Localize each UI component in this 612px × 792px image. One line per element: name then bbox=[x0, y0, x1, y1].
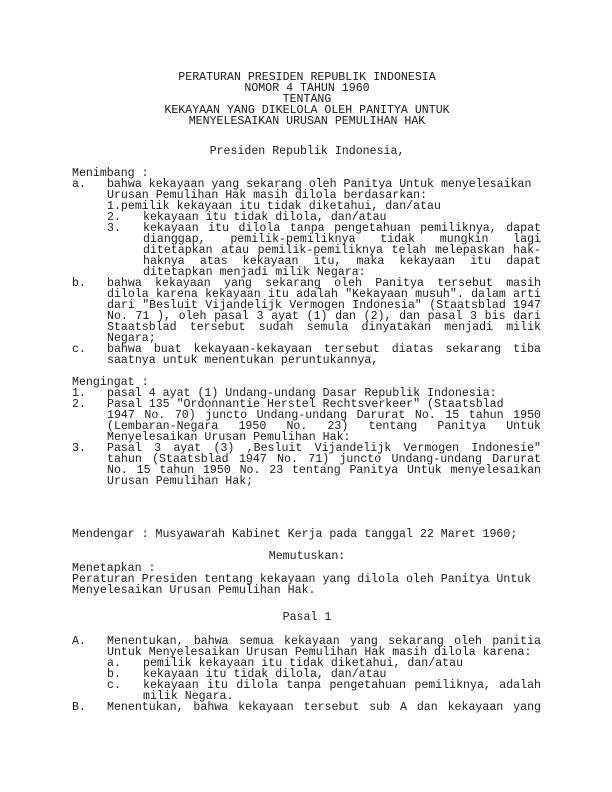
mengingat-heading: Mengingat : bbox=[72, 376, 149, 389]
pasal-1-A-sub-c-marker: c. bbox=[107, 679, 121, 692]
pasal-1-A-marker: A. bbox=[72, 635, 86, 648]
menimbang-b-line-6: Negara; bbox=[107, 332, 156, 345]
memutuskan-heading: Memutuskan: bbox=[268, 550, 346, 563]
menimbang-a-sub-1: 1.pemilik kekayaan itu tidak diketahui, dan/atau bbox=[107, 200, 441, 213]
mengingat-3-line-3: No. 15 tahun 1950 No. 23 tentang Panitya Untuk menyelesaikan bbox=[107, 464, 541, 477]
title-line-2: NOMOR 4 TAHUN 1960 bbox=[244, 82, 370, 95]
pasal-1-title: Pasal 1 bbox=[282, 611, 332, 624]
menimbang-b-line-5: Staatsblad tersebut sudah semula dinyatakan menjadi milik bbox=[107, 321, 541, 334]
menimbang-b-line-2: dilola karena kekayaan itu adalah "Kekayaan musuh". dalam arti bbox=[107, 288, 541, 301]
menimbang-a-sub-3-marker: 3. bbox=[107, 222, 121, 235]
title-line-5: MENYELESAIKAN URUSAN PEMULIHAN HAK bbox=[188, 115, 426, 128]
menimbang-heading: Menimbang : bbox=[72, 167, 149, 180]
menimbang-b-marker: b. bbox=[72, 277, 86, 290]
menetapkan-line-1: Peraturan Presiden tentang kekayaan yang dilola oleh Panitya Untuk bbox=[72, 573, 532, 586]
menimbang-a-sub-2: kekayaan itu tidak dilola, dan/atau bbox=[143, 211, 387, 224]
menimbang-a-sub-3-line-1: kekayaan itu dilola tanpa pengetahuan pemiliknya, dapat bbox=[143, 222, 541, 235]
issuer-line: Presiden Republik Indonesia, bbox=[209, 145, 405, 158]
mengingat-2-marker: 2. bbox=[72, 398, 86, 411]
title-line-1: PERATURAN PRESIDEN REPUBLIK INDONESIA bbox=[178, 71, 436, 84]
mengingat-2-line-2: 1947 No. 70) juncto Undang-undang Darurat No. 15 tahun 1950 bbox=[107, 409, 541, 422]
menimbang-b-line-4: No. 71 ), oleh pasal 3 ayat (1) dan (2), dan pasal 3 bis dari bbox=[107, 310, 541, 323]
title-line-4: KEKAYAAN YANG DIKELOLA OLEH PANITYA UNTUK bbox=[164, 104, 450, 117]
pasal-1-A-sub-b: kekayaan itu tidak dilola, dan/atau bbox=[143, 668, 387, 681]
pasal-1-A-sub-b-marker: b. bbox=[107, 668, 121, 681]
menimbang-a-line-1: bahwa kekayaan yang sekarang oleh Panitya Untuk menyelesaikan bbox=[107, 178, 532, 191]
menimbang-c-line-1: bahwa buat kekayaan-kekayaan tersebut diatas sekarang tiba bbox=[107, 343, 541, 356]
pasal-1-A-line-1: Menentukan, bahwa semua kekayaan yang sekarang oleh panitia bbox=[107, 635, 541, 648]
mengingat-1-line-1: pasal 4 ayat (1) Undang-undang Dasar Republik Indonesia: bbox=[107, 387, 497, 400]
pasal-1-A-sub-c-line-2: milik Negara. bbox=[143, 690, 234, 703]
menimbang-a-sub-3-line-4: haknya atas kekayaan itu, maka kekayaan itu dapat bbox=[143, 255, 541, 268]
mengingat-3-marker: 3. bbox=[72, 442, 86, 455]
menetapkan-line-2: Menyelesaikan Urusan Pemulihan Hak. bbox=[72, 584, 316, 597]
menetapkan-heading: Menetapkan : bbox=[72, 562, 156, 575]
pasal-1-A-sub-a: pemilik kekayaan itu tidak diketahui, dan/atau bbox=[143, 657, 464, 670]
pasal-1-B-line-1: Menentukan, bahwa kekayaan tersebut sub A dan kekayaan yang bbox=[107, 701, 541, 714]
menimbang-c-marker: c. bbox=[72, 343, 86, 356]
mengingat-2-line-1: Pasal 135 "Ordonnantie Herstel Rechtsverkeer" (Staatsblad bbox=[107, 398, 504, 411]
mendengar-line: Mendengar : Musyawarah Kabinet Kerja pada tanggal 22 Maret 1960; bbox=[72, 528, 518, 541]
mengingat-3-line-4: Urusan Pemulihan Hak; bbox=[107, 475, 254, 488]
menimbang-a-sub-2-marker: 2. bbox=[107, 211, 121, 224]
pasal-1-A-sub-a-marker: a. bbox=[107, 657, 121, 670]
pasal-1-A-line-2: Untuk Menyelesaikan Urusan Pemulihan Hak masih dilola karena: bbox=[107, 646, 532, 659]
mengingat-1-marker: 1. bbox=[72, 387, 86, 400]
menimbang-a-sub-3-line-3: ditetapkan atau pemilik-pemiliknya telah melepaskan hak- bbox=[143, 244, 541, 257]
mengingat-3-line-1: Pasal 3 ayat (3) ,Besluit Vijandelijk Vermogen Indonesie" bbox=[107, 442, 541, 455]
title-line-3: TENTANG bbox=[282, 93, 332, 106]
menimbang-b-line-3: dari "Besluit Vijandelijk Vermogen Indonesia" (Staatsblad 1947 bbox=[107, 299, 541, 312]
menimbang-a-marker: a. bbox=[72, 178, 86, 191]
mengingat-2-line-3: (Lembaran-Negara 1950 No. 23) tentang Panitya Untuk bbox=[107, 420, 541, 433]
pasal-1-B-marker: B. bbox=[72, 701, 86, 714]
menimbang-a-line-2: Urusan Pemulihan Hak masih dilola berdasarkan: bbox=[107, 189, 428, 202]
menimbang-b-line-1: bahwa kekayaan yang sekarang oleh Panitya tersebut masih bbox=[107, 277, 541, 290]
menimbang-a-sub-3-line-5: ditetapkan menjadi milik Negara: bbox=[143, 266, 366, 279]
mengingat-2-line-4: Menyelesaikan Urusan Pemulihan Hak: bbox=[107, 431, 351, 444]
mengingat-3-line-2: tahun (Staatsblad 1947 No. 71) juncto Undang-undang Darurat bbox=[107, 453, 541, 466]
menimbang-c-line-2: saatnya untuk menentukan peruntukannya, bbox=[107, 354, 379, 367]
pasal-1-A-sub-c-line-1: kekayaan itu dilola tanpa pengetahuan pemiliknya, adalah bbox=[143, 679, 541, 692]
menimbang-a-sub-3-line-2: dianggap, pemilik-pemiliknya tidak mungkin lagi bbox=[143, 233, 541, 246]
